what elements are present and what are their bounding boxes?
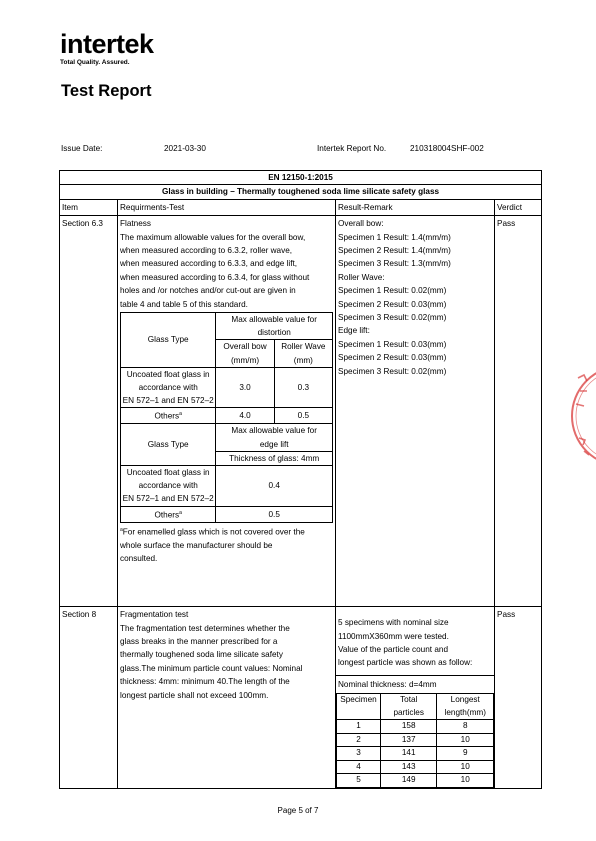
frag-longest: 10 <box>437 774 494 788</box>
logo-wordmark: intertek <box>60 29 154 59</box>
flatness-item: Section 6.3 <box>60 216 118 607</box>
frag-longest: 10 <box>437 733 494 747</box>
flatness-req-line: when measured according to 6.3.4, for glass without <box>120 272 310 282</box>
frag-longest: 9 <box>437 747 494 761</box>
frag-total: 137 <box>380 733 437 747</box>
frag-header-longest: Longest length(mm) <box>437 694 494 720</box>
flatness-result-line: Specimen 2 Result: 1.4(mm/m) <box>338 246 451 256</box>
fragmentation-result-line: 1100mmX360mm were tested. <box>338 631 449 641</box>
page-number: Page 5 of 7 <box>277 806 319 815</box>
table-row <box>337 747 494 761</box>
frag-specimen: 5 <box>337 774 381 788</box>
header-verdict: Verdict <box>495 199 542 215</box>
frag-total: 143 <box>380 760 437 774</box>
flatness-footnote-line: consulted. <box>120 554 158 564</box>
frag-longest: 10 <box>437 760 494 774</box>
flatness-req-line: table 4 and table 5 of this standard. <box>120 299 248 309</box>
flatness-req-line: when measured according to 6.3.3, and edge lift, <box>120 259 298 269</box>
standard-title: Glass in building – Thermally toughened soda lime silicate safety glass <box>60 185 542 199</box>
fragmentation-title: Fragmentation test <box>120 610 189 620</box>
table-row <box>337 774 494 788</box>
flatness-footnote-line: whole surface the manufacturer should be <box>120 540 273 550</box>
flatness-result-line: Specimen 3 Result: 0.02(mm) <box>338 313 447 323</box>
fragmentation-req-line: glass breaks in the manner prescribed for a <box>120 637 278 647</box>
t5-thickness: Thickness of glass: 4mm <box>216 451 333 465</box>
flatness-result-line: Specimen 1 Result: 1.4(mm/m) <box>338 232 451 242</box>
t5-others-value: 0.5 <box>216 506 333 522</box>
flatness-req-line: holes and /or notches and/or cut-out are given in <box>120 286 296 296</box>
frag-specimen: 4 <box>337 760 381 774</box>
report-no-label: Intertek Report No. <box>317 144 387 153</box>
flatness-title: Flatness <box>120 219 151 229</box>
t5-others-label: Others$^a$ <box>121 506 216 522</box>
fragmentation-req-line: glass.The minimum particle count values: Nominal <box>120 663 303 673</box>
frag-total: 141 <box>380 747 437 761</box>
frag-longest: 8 <box>437 720 494 734</box>
frag-specimen: 3 <box>337 747 381 761</box>
frag-total: 149 <box>380 774 437 788</box>
t4-others-label: Others$^a$ <box>121 408 216 424</box>
flatness-result-line: Specimen 3 Result: 0.02(mm) <box>338 366 447 376</box>
table-row <box>337 733 494 747</box>
intertek-logo <box>60 30 154 66</box>
flatness-result-line: Specimen 2 Result: 0.03(mm) <box>338 299 447 309</box>
fragmentation-req-line: thickness: 4mm: minimum 40.The length of the <box>120 677 290 687</box>
fragmentation-result <box>336 607 495 789</box>
table-4-distortion <box>120 312 333 523</box>
t4-uncoated-label: Uncoated float glass in accordance with EN 572–1 and EN 572–2 <box>121 367 216 408</box>
flatness-result-line: Overall bow: <box>338 219 384 229</box>
flatness-req-line: The maximum allowable values for the overall bow, <box>120 232 306 242</box>
fragmentation-result-line: 5 specimens with nominal size <box>338 618 449 628</box>
fragmentation-req-line: thermally toughened soda lime silicate safety <box>120 650 283 660</box>
flatness-verdict: Pass <box>495 216 542 607</box>
frag-total: 158 <box>380 720 437 734</box>
nominal-thickness: Nominal thickness: d=4mm <box>336 675 494 693</box>
flatness-result-line: Specimen 1 Result: 0.03(mm) <box>338 339 447 349</box>
t4-others-wave: 0.5 <box>274 408 332 424</box>
standard-number: EN 12150-1:2015 <box>60 171 542 185</box>
flatness-footnote: $^a$For enamelled glass which is not covered over the <box>120 526 305 537</box>
page-title: Test Report <box>61 82 152 100</box>
t4-max-header: Max allowable value for distortion <box>216 313 333 340</box>
header-item: Item <box>60 199 118 215</box>
flatness-result-line: Specimen 2 Result: 0.03(mm) <box>338 353 447 363</box>
table-row <box>337 760 494 774</box>
frag-header-specimen: Specimen <box>337 694 381 720</box>
company-seal-stamp <box>570 356 596 476</box>
flatness-result <box>336 216 495 607</box>
t4-wave-header: Roller Wave (mm) <box>274 340 332 367</box>
t4-uncoated-wave: 0.3 <box>274 367 332 408</box>
fragmentation-table <box>336 693 494 788</box>
t5-uncoated-value: 0.4 <box>216 466 333 507</box>
logo-tagline: Total Quality. Assured. <box>60 59 130 66</box>
t5-uncoated-label: Uncoated float glass in accordance with EN 572–1 and EN 572–2 <box>121 466 216 507</box>
fragmentation-req-line: The fragmentation test determines whether the <box>120 623 290 633</box>
flatness-result-line: Edge lift: <box>338 326 370 336</box>
report-no-value: 210318004SHF-002 <box>410 144 484 153</box>
test-results-table <box>59 170 542 789</box>
t4-others-bow: 4.0 <box>216 408 274 424</box>
table-row <box>337 720 494 734</box>
fragmentation-req-line: longest particle shall not exceed 100mm. <box>120 690 269 700</box>
issue-date-value: 2021-03-30 <box>164 144 206 153</box>
t5-glass-type: Glass Type <box>121 424 216 466</box>
header-requirements: Requirments-Test <box>118 199 336 215</box>
t4-bow-header: Overall bow (mm/m) <box>216 340 274 367</box>
fragmentation-item: Section 8 <box>60 607 118 789</box>
header-result: Result-Remark <box>336 199 495 215</box>
flatness-result-line: Roller Wave: <box>338 272 385 282</box>
fragmentation-requirement <box>118 607 336 789</box>
flatness-requirement <box>118 216 336 607</box>
flatness-result-line: Specimen 1 Result: 0.02(mm) <box>338 286 447 296</box>
issue-date-label: Issue Date: <box>61 144 103 153</box>
t5-max-header: Max allowable value for edge lift <box>216 424 333 451</box>
fragmentation-verdict: Pass <box>495 607 542 789</box>
fragmentation-result-line: Value of the particle count and <box>338 645 448 655</box>
frag-specimen: 1 <box>337 720 381 734</box>
flatness-result-line: Specimen 3 Result: 1.3(mm/m) <box>338 259 451 269</box>
fragmentation-result-line: longest particle was shown as follow: <box>338 658 473 668</box>
t4-uncoated-bow: 3.0 <box>216 367 274 408</box>
frag-specimen: 2 <box>337 733 381 747</box>
flatness-req-line: when measured according to 6.3.2, roller wave, <box>120 246 293 256</box>
t4-glass-type: Glass Type <box>121 313 216 368</box>
frag-header-total: Total particles <box>380 694 437 720</box>
